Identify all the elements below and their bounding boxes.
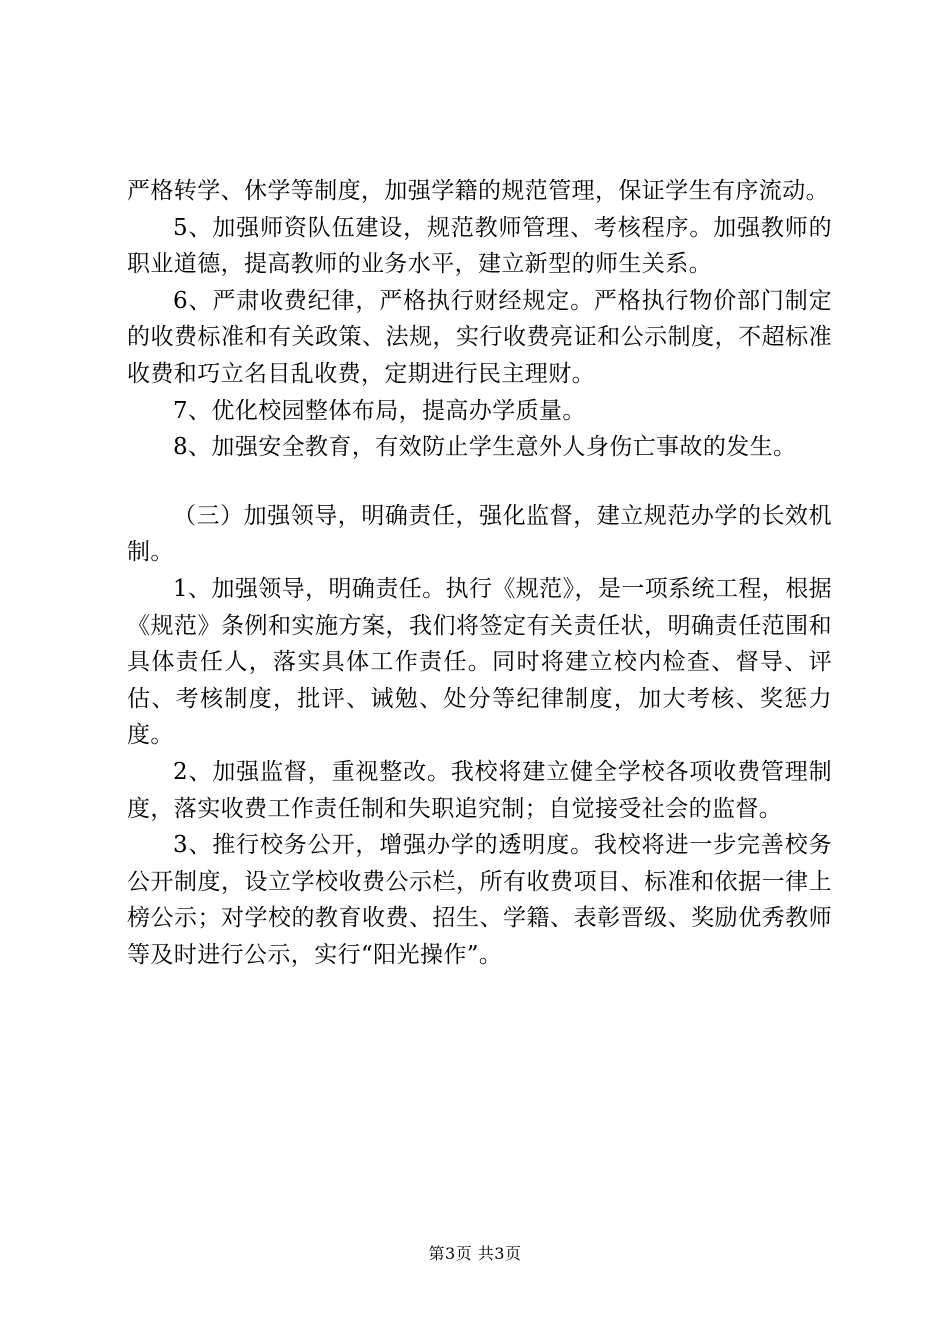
document-body — [127, 173, 832, 973]
section-paragraph-1: 1、加强领导，明确责任。执行《规范》，是一项系统工程，根据《规范》条例和实施方案，我们将签定有关责任状，明确责任范围和具体责任人，落实具体工作责任。同时将建立校内检查、督导、评估、考核制度，批评、诫勉、处分等纪律制度，加大考核、奖惩力度。 — [127, 575, 832, 749]
paragraph-item-5: 5、加强师资队伍建设，规范教师管理、考核程序。加强教师的职业道德，提高教师的业务水平，建立新型的师生关系。 — [127, 214, 832, 278]
section-paragraph-3: 3、推行校务公开，增强办学的透明度。我校将进一步完善校务公开制度，设立学校收费公示栏，所有收费项目、标准和依据一律上榜公示；对学校的教育收费、招生、学籍、表彰晋级、奖励优秀教师等及时进行公示，实行“阳光操作”。 — [127, 832, 832, 968]
section-paragraph-2: 2、加强监督，重视整改。我校将建立健全学校各项收费管理制度，落实收费工作责任制和失职追究制；自觉接受社会的监督。 — [127, 758, 832, 822]
page-number-label: 第3页 共3页 — [428, 1244, 522, 1263]
paragraph-item-6: 6、严肃收费纪律，严格执行财经规定。严格执行物价部门制定的收费标准和有关政策、法规，实行收费亮证和公示制度，不超标准收费和巧立名目乱收费，定期进行民主理财。 — [127, 287, 832, 387]
page-footer — [0, 1241, 950, 1264]
paragraph-item-8: 8、加强安全教育，有效防止学生意外人身伤亡事故的发生。 — [173, 434, 797, 461]
paragraph-continuation: 严格转学、休学等制度，加强学籍的规范管理，保证学生有序流动。 — [127, 178, 829, 204]
paragraph-item-7: 7、优化校园整体布局，提高办学质量。 — [173, 397, 586, 424]
section-heading: （三）加强领导，明确责任，强化监督，建立规范办学的长效机制。 — [127, 502, 832, 566]
